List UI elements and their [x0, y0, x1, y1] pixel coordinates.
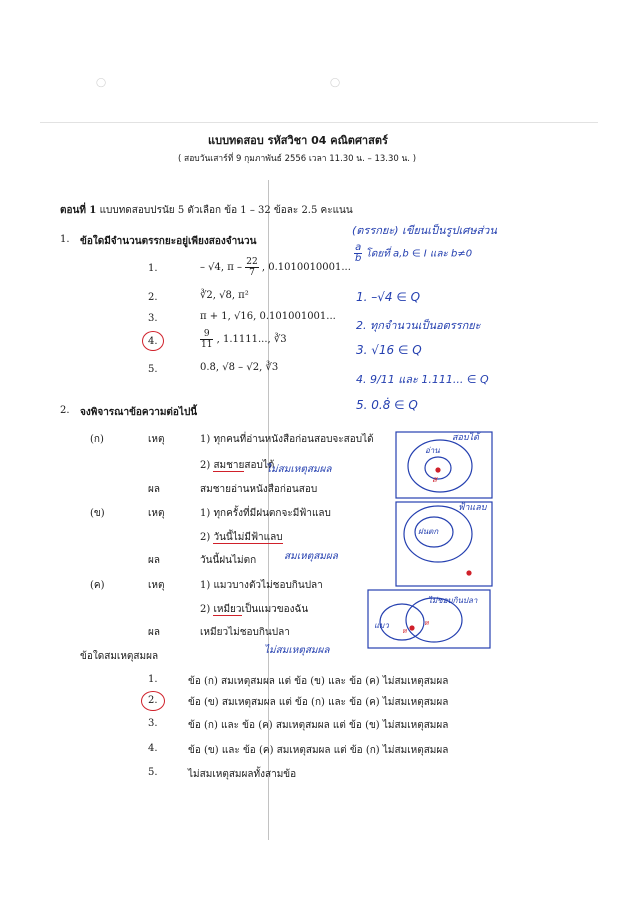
venn-c-outer-label: แมว	[374, 621, 389, 630]
hw-q2b-verdict: สมเหตุสมผล	[284, 551, 338, 562]
q1-number: 1.	[60, 234, 70, 245]
faint-logo-center: ◯	[330, 78, 341, 88]
q2a-cause-1: 1) ทุกคนที่อ่านหนังสือก่อนสอบจะสอบได้	[200, 434, 374, 445]
venn-a-outer-label: สอบได้	[452, 433, 479, 443]
hw-q1-note-5: 5. 0.8̇ ∈ Q	[356, 398, 418, 412]
exam-subtitle: ( สอบวันเสาร์ที่ 9 กุมภาพันธ์ 2556 เวลา 11.30 น. – 13.30 น. )	[178, 154, 417, 164]
venn-diagram-b	[396, 502, 492, 586]
q1-opt1-frac-den: 7	[249, 268, 255, 278]
q2-opt5-num: 5.	[148, 767, 158, 778]
q2b-cause-2-prefix: 2)	[200, 532, 214, 543]
venn-a-inner-label: อ่าน	[425, 446, 440, 455]
q2c-effect-label: ผล	[148, 627, 160, 638]
q1-opt4-frac-num: 9	[200, 329, 213, 340]
q2-opt4-text: ข้อ (ข) และ ข้อ (ค) สมเหตุสมผล แต่ ข้อ (ก) ไม่สมเหตุสมผล	[188, 745, 449, 756]
faint-logo-left: ◯	[96, 78, 107, 88]
q1-opt1-part-a: – √4, π –	[200, 262, 243, 273]
section-label: ตอนที่ 1	[60, 205, 97, 216]
q2-opt2-num: 2.	[148, 695, 158, 706]
venn-b-outer-label: ฟ้าแลบ	[458, 503, 487, 513]
section-text: แบบทดสอบปรนัย 5 ตัวเลือก ข้อ 1 – 32 ข้อละ 2.5 คะแนน	[99, 205, 353, 216]
q2c-effect: เหมียวไม่ชอบกินปลา	[200, 627, 290, 638]
q2-opt5-text: ไม่สมเหตุสมผลทั้งสามข้อ	[188, 769, 297, 780]
hw-q1-note-4: 4. 9/11 และ 1.111... ∈ Q	[356, 373, 489, 386]
q1-text: ข้อใดมีจำนวนตรรกยะอยู่เพียงสองจำนวน	[80, 236, 257, 247]
q2b-tag: (ข)	[90, 508, 105, 519]
q2b-effect: วันนี้ฝนไม่ตก	[200, 555, 257, 566]
q2a-effect: สมชายอ่านหนังสือก่อนสอบ	[200, 484, 318, 495]
hw-q2c-verdict: ไม่สมเหตุสมผล	[264, 645, 330, 656]
q1-opt4-part-b: , 1.1111..., ∛3	[216, 334, 287, 345]
hw-rational-heading: (ตรรกยะ) เขียนเป็นรูปเศษส่วน	[352, 224, 497, 237]
q2a-underlined-term: สมชาย	[213, 460, 245, 471]
q2-ask: ข้อใดสมเหตุสมผล	[80, 651, 159, 662]
q1-opt4-num: 4.	[148, 336, 158, 347]
hw-q1-note-3: 3. √16 ∈ Q	[356, 343, 422, 357]
q2a-cause-label: เหตุ	[148, 434, 165, 445]
q2c-cause-2-suffix: เป็นแมวของฉัน	[241, 604, 309, 615]
q2a-effect-label: ผล	[148, 484, 160, 495]
q2-opt3-num: 3.	[148, 718, 158, 729]
venn-c-point-label-2: ห	[424, 619, 429, 627]
q2-opt3-text: ข้อ (ก) และ ข้อ (ค) สมเหตุสมผล แต่ ข้อ (ข) ไม่สมเหตุสมผล	[188, 720, 449, 731]
q1-opt1-num: 1.	[148, 263, 158, 274]
q2-opt4-num: 4.	[148, 743, 158, 754]
q1-opt4-frac-den: 11	[201, 340, 213, 350]
q2-opt2-text: ข้อ (ข) สมเหตุสมผล แต่ ข้อ (ก) และ ข้อ (ค) ไม่สมเหตุสมผล	[188, 697, 449, 708]
q2c-cause-label: เหตุ	[148, 580, 165, 591]
hw-def-num: a	[355, 242, 362, 253]
q2-opt1-text: ข้อ (ก) สมเหตุสมผล แต่ ข้อ (ข) และ ข้อ (ค) ไม่สมเหตุสมผล	[188, 676, 449, 687]
q2a-cause-2-suffix: สอบได้	[244, 460, 275, 471]
q1-opt3-body: π + 1, √16, 0.101001001...	[200, 311, 336, 322]
q2b-underlined-term: วันนี้ไม่มีฟ้าแลบ	[213, 532, 283, 543]
exam-title: แบบทดสอบ รหัสวิชา 04 คณิตศาสตร์	[208, 134, 388, 147]
q1-opt1-part-b: , 0.1010010001...	[261, 262, 351, 273]
q1-opt2-body: ∛2, √8, π²	[200, 290, 249, 301]
hw-def-den: b	[355, 253, 362, 264]
q1-opt2-num: 2.	[148, 292, 158, 303]
hw-q1-note-2: 2. ทุกจำนวนเป็นอตรรกยะ	[356, 319, 481, 332]
q2c-cause-2-prefix: 2)	[200, 604, 214, 615]
venn-c-point-label: ห	[402, 627, 407, 635]
q2c-tag: (ค)	[90, 580, 105, 591]
hw-q1-note-1: 1. –√4 ∈ Q	[356, 290, 421, 304]
q2-number: 2.	[60, 405, 70, 416]
q1-opt3-num: 3.	[148, 313, 158, 324]
venn-a-point-label: ส	[432, 475, 437, 484]
hw-q2a-verdict: ไม่สมเหตุสมผล	[266, 464, 332, 475]
q2a-cause-2-prefix: 2)	[200, 460, 214, 471]
q2b-cause-label: เหตุ	[148, 508, 165, 519]
q2c-underlined-term: เหมียว	[213, 604, 242, 615]
q1-opt1-frac-num: 22	[246, 257, 258, 267]
q2-opt1-num: 1.	[148, 674, 158, 685]
hw-def-text: โดยที่ a,b ∈ I และ b≠0	[365, 248, 473, 260]
venn-c-set-label: ไม่ชอบกินปลา	[428, 596, 478, 605]
q2b-cause-1: 1) ทุกครั้งที่มีฝนตกจะมีฟ้าแลบ	[200, 508, 331, 519]
q1-opt5-num: 5.	[148, 364, 158, 375]
q2a-tag: (ก)	[90, 434, 104, 445]
q2c-cause-1: 1) แมวบางตัวไม่ชอบกินปลา	[200, 580, 323, 591]
q2-text: จงพิจารณาข้อความต่อไปนี้	[80, 407, 198, 418]
venn-b-inner-label: ฝนตก	[418, 527, 439, 536]
q2b-effect-label: ผล	[148, 555, 160, 566]
q1-opt5-body: 0.8̇, √8 – √2, ∛3	[200, 362, 279, 373]
